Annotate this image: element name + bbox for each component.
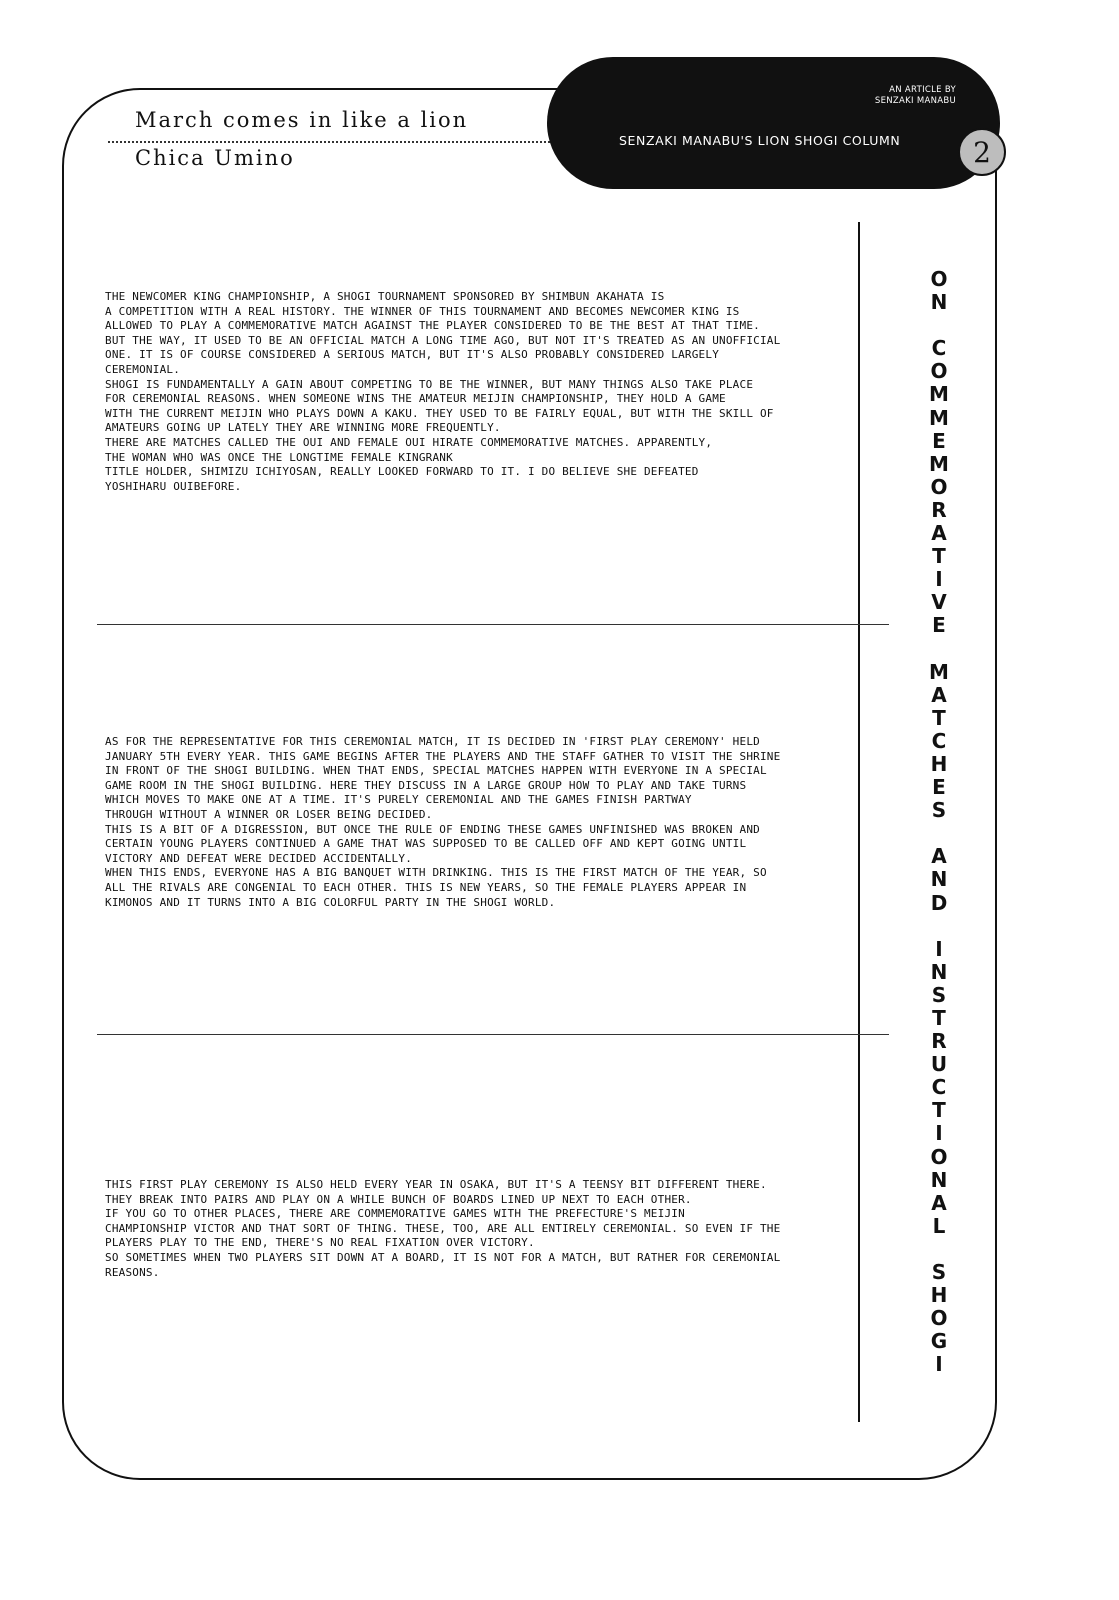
text-line: REASONS. <box>105 1265 160 1279</box>
heading-letter: A <box>931 521 947 546</box>
title-divider <box>108 141 558 143</box>
text-line: AS FOR THE REPRESENTATIVE FOR THIS CEREMONIAL MATCH, IT IS DECIDED IN 'FIRST PLAY CEREMONY' HELD <box>105 735 760 748</box>
heading-letter: I <box>935 1121 943 1146</box>
text-line: VICTORY AND DEFEAT WERE DECIDED ACCIDENTALLY. <box>105 851 413 865</box>
text-line: TITLE HOLDER, SHIMIZU ICHIYOSAN, REALLY LOOKED FORWARD TO IT. I DO BELIEVE SHE DEFEATED <box>105 465 699 479</box>
column-banner <box>547 57 1000 189</box>
text-line: THE WOMAN WHO WAS ONCE THE LONGTIME FEMALE KINGRANK <box>105 450 453 464</box>
article-section-3 <box>105 1178 847 1280</box>
vertical-divider <box>858 222 860 1422</box>
text-line: IF YOU GO TO OTHER PLACES, THERE ARE COMMEMORATIVE GAMES WITH THE PREFECTURE'S MEIJIN <box>105 1207 685 1221</box>
text-line: THE NEWCOMER KING CHAMPIONSHIP, A SHOGI TOURNAMENT SPONSORED BY SHIMBUN AKAHATA IS <box>105 290 665 303</box>
author-name: Chica Umino <box>135 146 295 170</box>
text-line: JANUARY 5TH EVERY YEAR. THIS GAME BEGINS AFTER THE PLAYERS AND THE STAFF GATHER TO VISIT THE SHRINE <box>105 749 781 763</box>
heading-letter: N <box>930 959 948 984</box>
article-credit <box>875 85 956 107</box>
credit-line-2: SENZAKI MANABU <box>874 96 956 106</box>
heading-letter: R <box>931 497 947 522</box>
heading-letter: I <box>935 567 943 592</box>
text-line: A COMPETITION WITH A REAL HISTORY. THE WINNER OF THIS TOURNAMENT AND BECOMES NEWCOMER KING IS <box>105 304 740 318</box>
heading-letter: I <box>935 936 943 961</box>
heading-letter: E <box>932 775 946 800</box>
heading-letter: H <box>930 1283 948 1308</box>
text-line: THERE ARE MATCHES CALLED THE OUI AND FEMALE OUI HIRATE COMMEMORATIVE MATCHES. APPARENTLY, <box>105 435 713 449</box>
text-line: THROUGH WITHOUT A WINNER OR LOSER BEING DECIDED. <box>105 807 433 821</box>
heading-letter: G <box>930 1329 948 1354</box>
heading-letter: T <box>932 705 946 730</box>
issue-number-badge: 2 <box>958 128 1006 176</box>
heading-letter: O <box>930 1306 948 1331</box>
heading-letter: T <box>932 1098 946 1123</box>
text-line: CERTAIN YOUNG PLAYERS CONTINUED A GAME THAT WAS SUPPOSED TO BE CALLED OFF AND KEPT GOING UNTIL <box>105 837 747 851</box>
text-line: IN FRONT OF THE SHOGI BUILDING. WHEN THAT ENDS, SPECIAL MATCHES HAPPEN WITH EVERYONE IN A SPECIAL <box>105 764 767 778</box>
text-line: ONE. IT IS OF COURSE CONSIDERED A SERIOUS MATCH, BUT IT'S ALSO PROBABLY CONSIDERED LARGELY <box>105 348 720 362</box>
text-line: THIS IS A BIT OF A DIGRESSION, BUT ONCE THE RULE OF ENDING THESE GAMES UNFINISHED WAS BROKEN AND <box>105 822 760 836</box>
text-line: WITH THE CURRENT MEIJIN WHO PLAYS DOWN A KAKU. THEY USED TO BE FAIRLY EQUAL, BUT WITH THE SKILL OF <box>105 406 774 420</box>
text-line: WHICH MOVES TO MAKE ONE AT A TIME. IT'S PURELY CEREMONIAL AND THE GAMES FINISH PARTWAY <box>105 793 692 807</box>
side-heading <box>918 268 960 1377</box>
heading-letter: N <box>930 1167 948 1192</box>
heading-letter: N <box>930 867 948 892</box>
text-line: WHEN THIS ENDS, EVERYONE HAS A BIG BANQUET WITH DRINKING. THIS IS THE FIRST MATCH OF THE YEAR, SO <box>105 866 767 880</box>
heading-letter: R <box>931 1029 947 1054</box>
heading-letter: C <box>931 728 947 753</box>
heading-letter: A <box>931 844 947 869</box>
heading-letter: E <box>932 613 946 638</box>
heading-letter: T <box>932 544 946 569</box>
heading-letter: O <box>930 474 948 499</box>
text-line: AMATEURS GOING UP LATELY THEY ARE WINNING MORE FREQUENTLY. <box>105 421 501 435</box>
heading-letter: O <box>930 267 948 291</box>
text-line: BUT THE WAY, IT USED TO BE AN OFFICIAL MATCH A LONG TIME AGO, BUT NOT IT'S TREATED AS AN UNOFFICIAL <box>105 333 781 347</box>
column-title: SENZAKI MANABU'S LION SHOGI COLUMN <box>619 133 901 148</box>
heading-letter: C <box>931 336 947 361</box>
section-divider-1 <box>97 624 889 625</box>
heading-letter: M <box>929 405 949 430</box>
heading-letter: S <box>931 1260 947 1285</box>
section-divider-2 <box>97 1034 889 1035</box>
text-line: SHOGI IS FUNDAMENTALLY A GAIN ABOUT COMPETING TO BE THE WINNER, BUT MANY THINGS ALSO TAKE PLACE <box>105 377 754 391</box>
heading-letter: E <box>932 428 946 453</box>
text-line: CEREMONIAL. <box>105 362 181 376</box>
text-line: THIS FIRST PLAY CEREMONY IS ALSO HELD EVERY YEAR IN OSAKA, BUT IT'S A TEENSY BIT DIFFERENT THERE. <box>105 1178 767 1191</box>
article-section-2 <box>105 735 847 910</box>
heading-letter: M <box>929 451 949 476</box>
heading-letter: A <box>931 682 947 707</box>
heading-letter: N <box>930 290 948 315</box>
heading-letter: A <box>931 1190 947 1215</box>
text-line: YOSHIHARU OUIBEFORE. <box>105 479 242 493</box>
heading-letter: U <box>930 1052 948 1077</box>
heading-letter: S <box>931 798 947 823</box>
series-title: March comes in like a lion <box>135 108 469 132</box>
text-line: SO SOMETIMES WHEN TWO PLAYERS SIT DOWN AT A BOARD, IT IS NOT FOR A MATCH, BUT RATHER FOR CEREMONIAL <box>105 1250 781 1264</box>
text-line: ALL THE RIVALS ARE CONGENIAL TO EACH OTHER. THIS IS NEW YEARS, SO THE FEMALE PLAYERS APPEAR IN <box>105 880 747 894</box>
heading-letter: C <box>931 1075 947 1100</box>
heading-letter: L <box>932 1213 946 1238</box>
heading-letter: M <box>929 659 949 684</box>
heading-letter: I <box>935 1352 943 1377</box>
heading-letter: M <box>929 382 949 407</box>
text-line: FOR CEREMONIAL REASONS. WHEN SOMEONE WINS THE AMATEUR MEIJIN CHAMPIONSHIP, THEY HOLD A GAME <box>105 392 726 406</box>
text-line: THEY BREAK INTO PAIRS AND PLAY ON A WHILE BUNCH OF BOARDS LINED UP NEXT TO EACH OTHER. <box>105 1192 692 1206</box>
credit-line-1: AN ARTICLE BY <box>889 85 956 95</box>
heading-letter: S <box>931 982 947 1007</box>
heading-letter: O <box>930 359 948 384</box>
text-line: KIMONOS AND IT TURNS INTO A BIG COLORFUL PARTY IN THE SHOGI WORLD. <box>105 895 556 909</box>
text-line: PLAYERS PLAY TO THE END, THERE'S NO REAL FIXATION OVER VICTORY. <box>105 1236 535 1250</box>
heading-letter: D <box>930 890 948 915</box>
heading-letter: H <box>930 751 948 776</box>
heading-letter: V <box>931 590 947 615</box>
heading-letter: T <box>932 1006 946 1030</box>
article-section-1 <box>105 290 847 494</box>
text-line: CHAMPIONSHIP VICTOR AND THAT SORT OF THING. THESE, TOO, ARE ALL ENTIRELY CEREMONIAL. SO EVEN IF THE <box>105 1221 781 1235</box>
text-line: GAME ROOM IN THE SHOGI BUILDING. HERE THEY DISCUSS IN A LARGE GROUP HOW TO PLAY AND TAKE TURNS <box>105 778 747 792</box>
text-line: ALLOWED TO PLAY A COMMEMORATIVE MATCH AGAINST THE PLAYER CONSIDERED TO BE THE BEST AT THAT TIME. <box>105 319 760 333</box>
heading-letter: O <box>930 1144 948 1169</box>
